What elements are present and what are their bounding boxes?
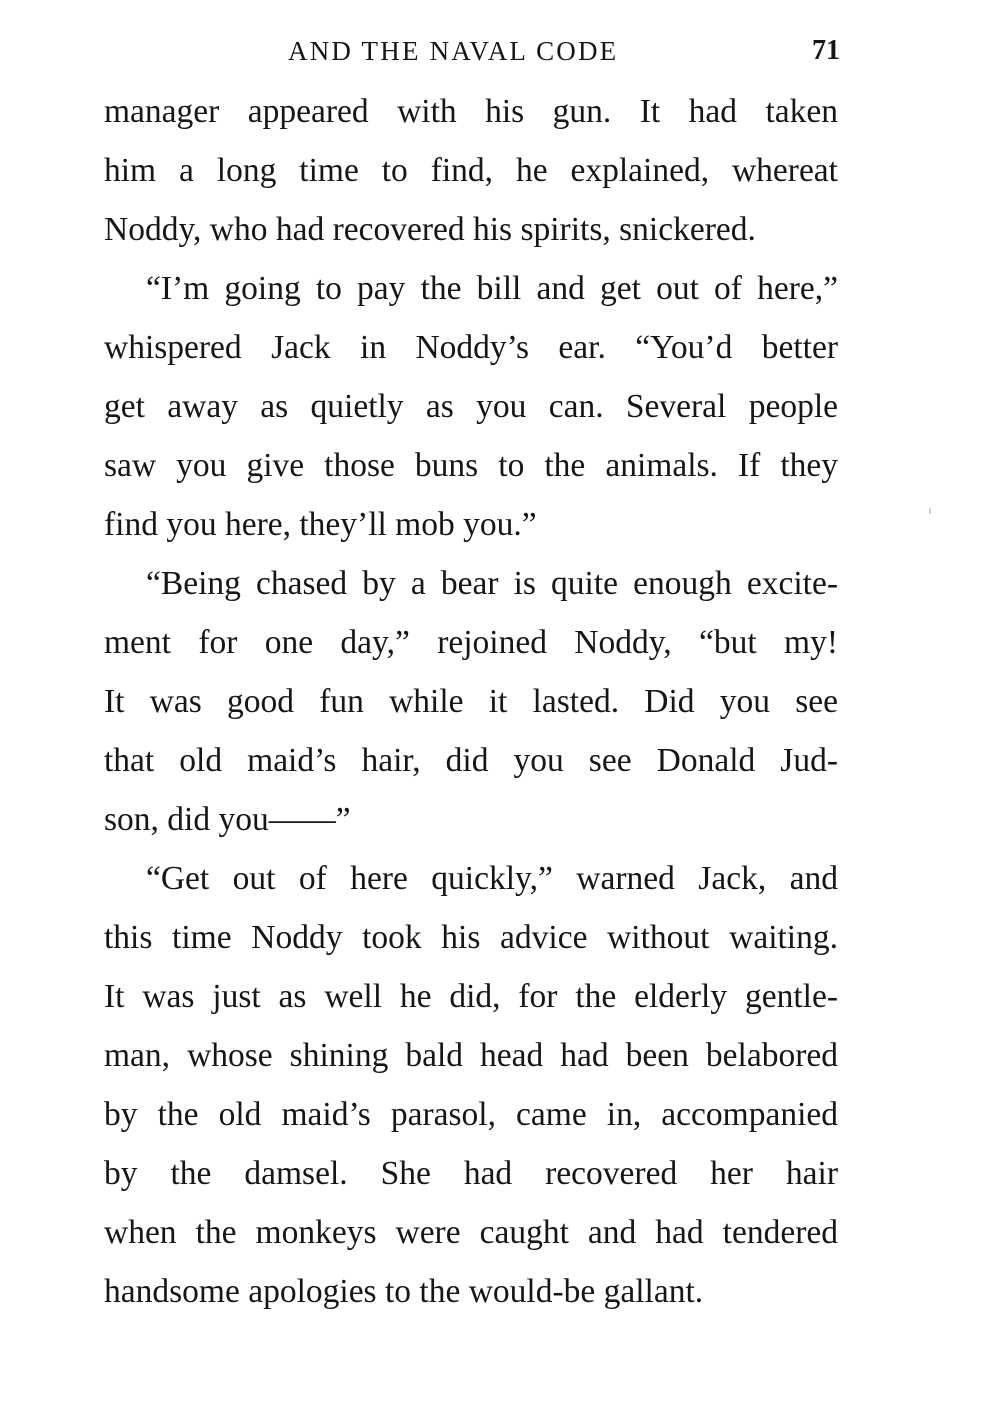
text-line: “Get out of here quickly,” warned Jack, and [146, 860, 838, 897]
text-line: Noddy, who had recovered his spirits, snickered. [104, 211, 756, 248]
text-line: him a long time to find, he explained, whereat [104, 152, 838, 189]
running-title: AND THE NAVAL CODE [288, 36, 619, 66]
text-line: manager appeared with his gun. It had taken [104, 93, 838, 130]
text-line: get away as quietly as you can. Several people [104, 388, 838, 425]
text-line: It was good fun while it lasted. Did you see [104, 683, 838, 720]
text-line: “Being chased by a bear is quite enough excite- [146, 565, 838, 602]
text-line: by the old maid’s parasol, came in, accompanied [104, 1096, 838, 1133]
text-line: saw you give those buns to the animals. If they [104, 447, 838, 484]
scan-speck [929, 508, 931, 514]
text-line: “I’m going to pay the bill and get out of here,” [146, 270, 838, 307]
text-line: by the damsel. She had recovered her hair [104, 1155, 838, 1192]
text-line: handsome apologies to the would-be gallant. [104, 1273, 704, 1310]
page-number: 71 [812, 35, 840, 66]
running-head [0, 34, 1000, 74]
text-line: It was just as well he did, for the elderly gentle- [104, 978, 838, 1015]
text-line: that old maid’s hair, did you see Donald Jud- [104, 742, 838, 779]
text-line: son, did you——” [104, 801, 351, 838]
text-line: whispered Jack in Noddy’s ear. “You’d better [104, 329, 838, 366]
text-line: find you here, they’ll mob you.” [104, 506, 537, 543]
text-line: ment for one day,” rejoined Noddy, “but my! [104, 624, 838, 661]
text-line: this time Noddy took his advice without waiting. [104, 919, 838, 956]
text-line: man, whose shining bald head had been belabored [104, 1037, 838, 1074]
text-line: when the monkeys were caught and had tendered [104, 1214, 838, 1251]
body-text [104, 88, 838, 1327]
